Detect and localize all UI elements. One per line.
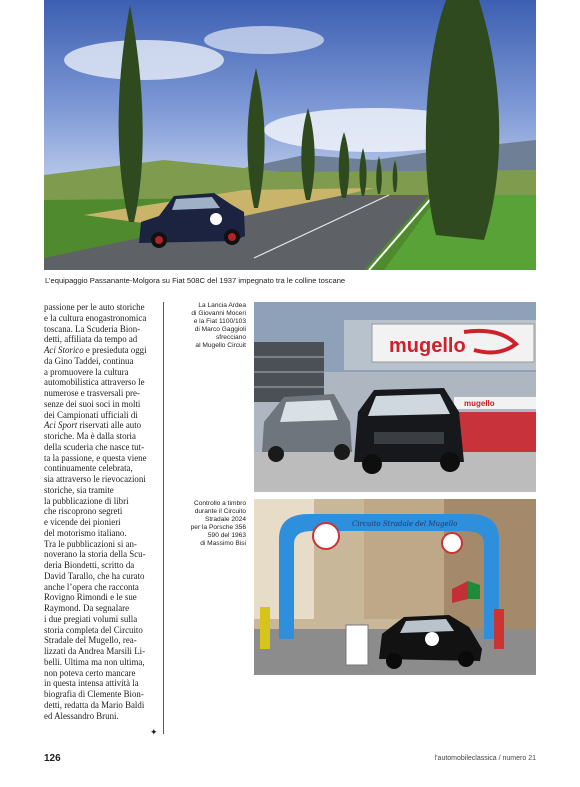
body-text-line: la pubblicazione di libri — [44, 495, 129, 506]
body-text-line: da Gino Taddei, continua — [44, 355, 134, 366]
body-text-line: belli. Ultima ma non ultima, — [44, 656, 145, 667]
body-text-line: i due pregiati volumi sulla — [44, 613, 138, 624]
caption-line: di Giovanni Moceri — [191, 309, 246, 317]
main-photo-illustration — [44, 0, 536, 270]
body-text-line: sia attraverso le rievocazioni — [44, 474, 146, 484]
caption-line: sfrecciano — [215, 333, 246, 341]
body-text-regular: riservati alle auto — [77, 420, 142, 431]
body-text-line: anche l’opera che racconta — [44, 581, 139, 592]
body-text-line: che riscoprono segreti — [44, 506, 123, 517]
main-photo-fiat-508c — [44, 0, 536, 270]
body-text-line: biografia di Clemente Bion- — [44, 689, 144, 699]
body-text-line: storiche, sia tramite — [44, 484, 114, 495]
body-text-line: Stradale del Mugello, rea- — [44, 635, 137, 646]
body-text-line: continuamente celebrata, — [44, 463, 133, 474]
body-text-line: Raymond. Da segnalare — [44, 603, 130, 613]
body-text-line: a promuovere la cultura — [44, 366, 129, 377]
body-text-line: dei Campionati ufficiali di — [44, 409, 138, 420]
body-text-line: ed Alessandro Bruni. — [44, 710, 119, 721]
caption-line: durante il Circuito — [194, 507, 246, 515]
body-text-line: e vicende dei pionieri — [44, 517, 121, 527]
body-text-line: Tra le pubblicazioni si an- — [44, 538, 137, 549]
article-body-column — [44, 302, 162, 721]
body-text-line: non poteva certo mancare — [44, 667, 136, 678]
lancia-photo-illustration — [254, 302, 536, 492]
porsche-photo-caption — [168, 500, 246, 547]
body-text-italic: Aci Storico — [44, 345, 84, 355]
caption-line: Stradale 2024 — [204, 515, 246, 523]
lancia-photo-caption — [168, 302, 246, 349]
body-text-line: numerose e trasversali pre- — [44, 388, 140, 398]
body-text-regular: e presieduta oggi — [83, 345, 147, 355]
lancia-fiat-mugello-photo — [254, 302, 536, 492]
porsche-356-control-photo — [254, 499, 536, 675]
column-divider-left — [163, 302, 164, 734]
body-text-italic: Aci Sport — [44, 420, 78, 431]
body-text-line: della scuderia che nasce tut- — [44, 441, 145, 452]
body-text-line: senze dei suoi soci in molti — [44, 398, 141, 409]
body-text-line: noverano la storia della Scu- — [44, 549, 146, 560]
caption-line: di Marco Gaggioli — [194, 325, 246, 333]
body-text-line: lizzati da Andrea Marsili Li- — [44, 646, 146, 656]
magazine-issue-footer: l’automobileclassica / numero 21 — [434, 755, 536, 762]
body-text-line: automobilistica attraverso le — [44, 377, 145, 388]
body-text-line: David Tarallo, che ha curato — [44, 570, 145, 581]
mugello-sign-text: mugello — [389, 335, 466, 357]
body-text-line: in questa intensa attività la — [44, 678, 139, 689]
page-number: 126 — [44, 753, 61, 764]
body-text-line: detti, affiliata da tempo ad — [44, 334, 138, 345]
caption-line: di Massimo Bisi — [200, 539, 246, 547]
body-text-line: passione per le auto storiche — [44, 302, 145, 312]
body-text-line: storia completa del Circuito — [44, 624, 143, 635]
caption-line: La Lancia Ardea — [198, 302, 246, 309]
body-text-line: del motorismo italiano. — [44, 527, 127, 538]
body-text-line: detti, redatta da Mario Baldi — [44, 699, 145, 710]
body-text-line: toscana. La Scuderia Bion- — [44, 323, 141, 334]
body-text-line: deria Biondetti, scritto da — [44, 560, 135, 570]
caption-line: per la Porsche 356 — [190, 523, 246, 531]
caption-line: Controllo a timbro — [193, 500, 246, 507]
mugello-banner-text: mugello — [464, 399, 495, 408]
caption-line: 590 del 1963 — [207, 531, 246, 539]
body-text-line: e la cultura enogastronomica — [44, 312, 147, 323]
main-photo-caption: L’equipaggio Passanante-Molgora su Fiat 508C del 1937 impegnato tra le colline toscane — [45, 276, 346, 285]
body-text-line: ta la passione, e questa viene — [44, 452, 147, 463]
body-text-line — [44, 420, 162, 431]
body-text-line: storiche. Ma è dalla storia — [44, 431, 136, 441]
fiat-1100-car — [354, 388, 464, 474]
body-text-line — [44, 345, 162, 356]
caption-line: e la Fiat 1100/103 — [193, 317, 246, 325]
article-end-mark: ✦ — [150, 728, 158, 738]
porsche-photo-illustration — [254, 499, 536, 675]
body-text-line: Rovigno Rimondi e le sue — [44, 592, 137, 603]
arch-banner-text: Circuito Stradale del Mugello — [352, 520, 458, 528]
caption-line: al Mugello Circuit — [195, 341, 246, 349]
